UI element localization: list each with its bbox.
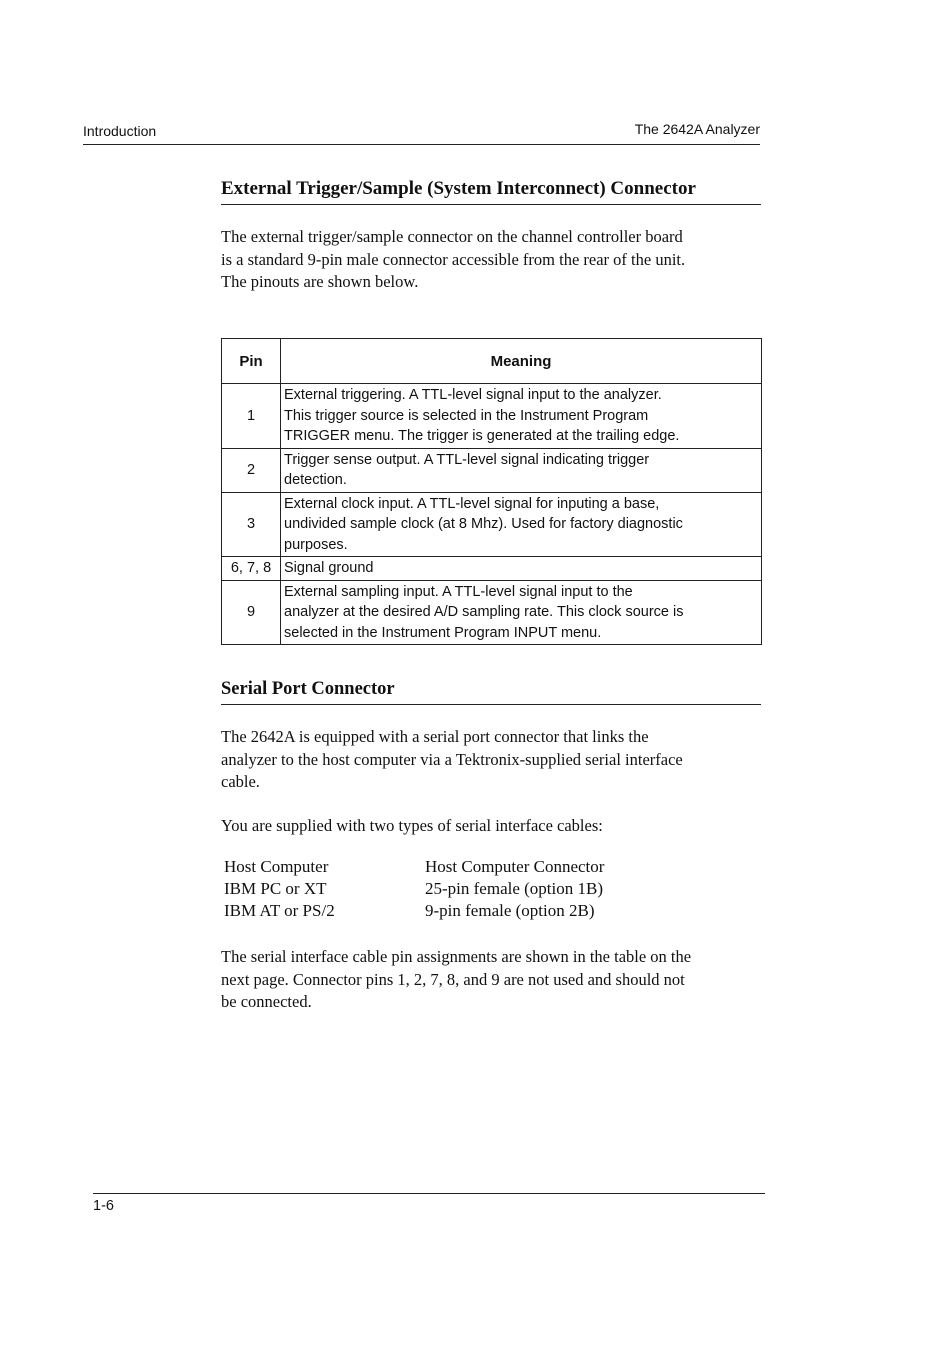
list-item [224, 878, 604, 900]
text-line: undivided sample clock (at 8 Mhz). Used for factory diagnostic [284, 516, 683, 532]
text-line: selected in the Instrument Program INPUT menu. [284, 624, 602, 641]
cable-computer: Host Computer [224, 857, 329, 876]
section-heading-serial-port: Serial Port Connector [221, 679, 761, 705]
text-line: External triggering. A TTL-level signal input to the analyzer. [284, 387, 662, 403]
table-row [222, 580, 762, 645]
column-header-pin: Pin [222, 339, 281, 384]
text-line: TRIGGER menu. The trigger is generated at the trailing edge. [284, 428, 680, 444]
pin-cell: 9 [222, 580, 281, 645]
text-line: The 2642A is equipped with a serial port connector that links the [221, 727, 649, 746]
text-line: analyzer at the desired A/D sampling rate. This clock source is [284, 604, 684, 620]
text-line: be connected. [221, 992, 312, 1011]
cable-list-header [224, 856, 604, 878]
page-number: 1-6 [93, 1198, 114, 1214]
meaning-cell [281, 384, 762, 449]
text-line: analyzer to the host computer via a Tektronix-supplied serial interface [221, 749, 683, 769]
cable-computer: IBM PC or XT [224, 879, 327, 898]
table-row [222, 492, 762, 557]
section1-intro-paragraph [221, 226, 761, 294]
text-line: detection. [284, 472, 347, 488]
running-header [83, 120, 760, 145]
meaning-cell [281, 557, 762, 581]
text-line: next page. Connector pins 1, 2, 7, 8, and 9 are not used and should not [221, 969, 685, 989]
pin-cell: 6, 7, 8 [222, 557, 281, 581]
text-line: purposes. [284, 536, 348, 553]
table-header-row [222, 339, 762, 384]
cable-list [224, 856, 604, 922]
cable-types-paragraph: You are supplied with two types of serial interface cables: [221, 816, 603, 835]
header-document-title: The 2642A Analyzer [634, 121, 760, 137]
text-line: This trigger source is selected in the Instrument Program [284, 407, 649, 424]
text-line: The external trigger/sample connector on the channel controller board [221, 227, 683, 246]
text-line: Signal ground [284, 560, 374, 576]
serial-port-intro-paragraph [221, 726, 761, 794]
table-row [222, 557, 762, 581]
text-line: The serial interface cable pin assignments are shown in the table on the [221, 947, 692, 966]
cable-connector: Host Computer Connector [425, 857, 605, 876]
text-line: External clock input. A TTL-level signal for inputing a base, [284, 495, 660, 512]
column-header-meaning: Meaning [281, 339, 762, 384]
pin-cell: 1 [222, 384, 281, 449]
footer-rule [93, 1193, 765, 1194]
pinout-table [221, 338, 762, 645]
section-heading-external-trigger: External Trigger/Sample (System Interconnect) Connector [221, 178, 761, 205]
meaning-cell [281, 448, 762, 492]
text-line: is a standard 9-pin male connector accessible from the rear of the unit. [221, 249, 686, 269]
text-line: Trigger sense output. A TTL-level signal indicating trigger [284, 451, 650, 468]
meaning-cell [281, 492, 762, 557]
cable-computer: IBM AT or PS/2 [224, 901, 335, 920]
table-row [222, 384, 762, 449]
list-item [224, 900, 604, 922]
text-line: The pinouts are shown below. [221, 272, 419, 291]
cable-connector: 9-pin female (option 2B) [425, 901, 595, 920]
cable-connector: 25-pin female (option 1B) [425, 879, 603, 898]
header-section-name: Introduction [83, 123, 157, 139]
table-row [222, 448, 762, 492]
pin-cell: 2 [222, 448, 281, 492]
pin-assignment-paragraph [221, 946, 761, 1014]
pin-cell: 3 [222, 492, 281, 557]
text-line: cable. [221, 772, 260, 791]
text-line: External sampling input. A TTL-level signal input to the [284, 583, 633, 600]
meaning-cell [281, 580, 762, 645]
